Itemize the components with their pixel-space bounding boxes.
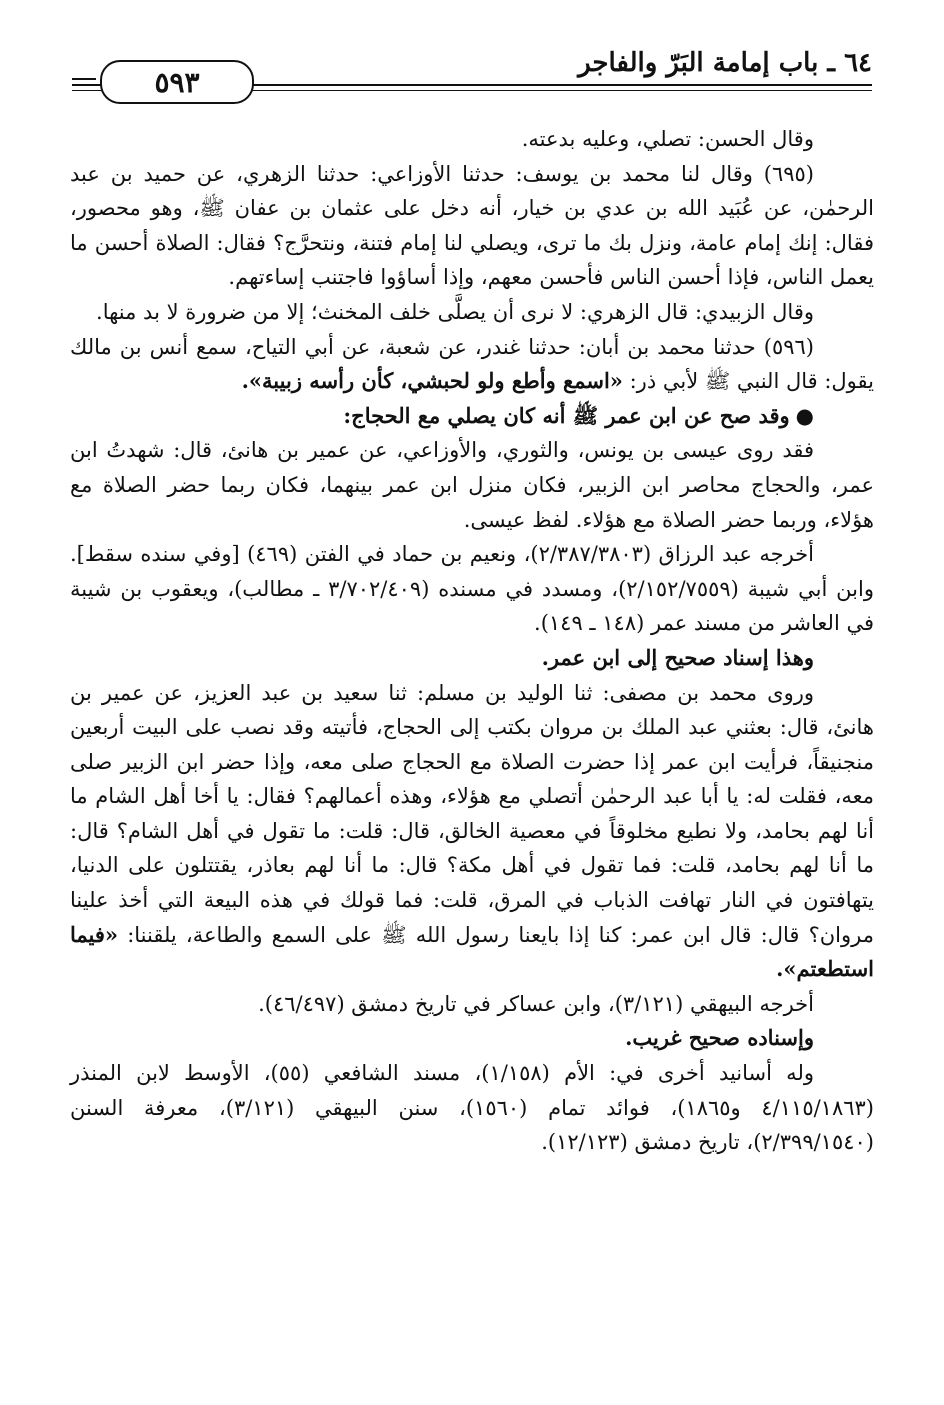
section-heading-text: وقد صح عن ابن عمر ﷺ أنه كان يصلي مع الحجاج: [343, 402, 790, 428]
narration-quote: «فيما استطعتم». [70, 921, 874, 982]
narration-paragraph [70, 676, 874, 987]
page-body [70, 122, 874, 1160]
citation-paragraph: أخرجه البيهقي (٣/١٢١)، وابن عساكر في تاريخ دمشق (٤٦/٤٩٧). [258, 991, 814, 1016]
paragraph: وقال الزبيدي: قال الزهري: لا نرى أن يصلَّى خلف المخنث؛ إلا من ضرورة لا بد منها. [96, 299, 814, 324]
grading-line: وإسناده صحيح غريب. [625, 1025, 814, 1051]
chapter-title: ٦٤ ـ باب إمامة البَرّ والفاجر [578, 48, 872, 78]
paragraph: فقد روى عيسى بن يونس، والثوري، والأوزاعي، عن عمير بن هانئ، قال: شهدتُ ابن عمر، والحجاج محاصر ابن الزبير، فكان منزل ابن عمر بينهما، فكان ربما حضر الصلاة مع هؤلاء، وربما حضر الصلاة مع هؤلاء. لفظ عيسى. [70, 438, 874, 532]
header-ornament-left [72, 78, 96, 80]
hadith-quote: «اسمع وأطع ولو لحبشي، كأن رأسه زبيبة». [241, 368, 623, 394]
page-number-frame [100, 60, 254, 104]
hadith-paragraph: (٦٩٥) وقال لنا محمد بن يوسف: حدثنا الأوزاعي: حدثنا الزهري، عن حميد بن عبد الرحمٰن، عن عُبَيد الله بن عدي بن خيار، أنه دخل على عثمان بن عفان ﷺ، وهو محصور، فقال: إنك إمام عامة، ونزل بك ما ترى، ويصلي لنا إمام فتنة، ونتحرَّج؟ فقال: الصلاة أحسن ما يعمل الناس، فإذا أحسن الناس فأحسن معهم، وإذا أساؤوا فاجتنب إساءتهم. [70, 161, 874, 290]
paragraph: وقال الحسن: تصلي، وعليه بدعته. [521, 127, 814, 151]
narration-text: وروى محمد بن مصفى: ثنا الوليد بن مسلم: ثنا سعيد بن عبد العزيز، عن عمير بن هانئ، قال: بعثني عبد الملك بن مروان بكتب إلى الحجاج، فأتيته وقد نصب على البيت أربعين منجنيقاً، فرأيت ابن عمر إذا حضرت الصلاة مع الحجاج صلى معه، وإذا حضر ابن الزبير صلى معه، فقلت له: يا أبا عبد الرحمٰن أتصلي مع هؤلاء، وهذه أعمالهم؟ فقال: يا أخا أهل الشام ما أنا لهم بحامد، ولا نطيع مخلوقاً في معصية الخالق، قال: قلت: ما تقول في أهل الشام؟ قال: ما أنا لهم بحامد، قلت: فما تقول في أهل مكة؟ قال: ما أنا لهم بعاذر، يقتتلون على الدنيا، يتهافتون في النار تهافت الذباب في المرق، قلت: فما قولك في هذه البيعة التي أخذ علينا مروان؟ قال: قال ابن عمر: كنا إذا بايعنا رسول الله ﷺ على السمع والطاعة، يلقننا: [70, 680, 874, 947]
hadith-paragraph [70, 330, 874, 399]
hadith-text: (٥٩٦) حدثنا محمد بن أبان: حدثنا غندر، عن شعبة، عن أبي التياح، سمع أنس بن مالك يقول: قال النبي ﷺ لأبي ذر: [70, 334, 874, 394]
page-header [72, 46, 872, 106]
section-marker-icon: ● [795, 402, 814, 428]
citation-paragraph: أخرجه عبد الرزاق (٢/٣٨٧/٣٨٠٣)، ونعيم بن حماد في الفتن (٤٦٩) [وفي سنده سقط]. وابن أبي شيبة (٢/١٥٢/٧٥٥٩)، ومسدد في مسنده (٣/٧٠٢/٤٠٩ ـ مطالب)، ويعقوب بن شيبة في العاشر من مسند عمر (١٤٨ ـ ١٤٩). [70, 542, 874, 636]
grading-line: وهذا إسناد صحيح إلى ابن عمر. [541, 644, 814, 670]
section-heading [70, 399, 874, 434]
page-number: ٥٩٣ [154, 65, 200, 99]
citation-paragraph: وله أسانيد أخرى في: الأم (١/١٥٨)، مسند الشافعي (٥٥)، الأوسط لابن المنذر (٤/١١٥/١٨٦٣ و١٨٦٥)، فوائد تمام (١٥٦٠)، سنن البيهقي (٣/١٢١)، معرفة السنن (٢/٣٩٩/١٥٤٠)، تاريخ دمشق (١٢/١٢٣). [70, 1061, 874, 1155]
